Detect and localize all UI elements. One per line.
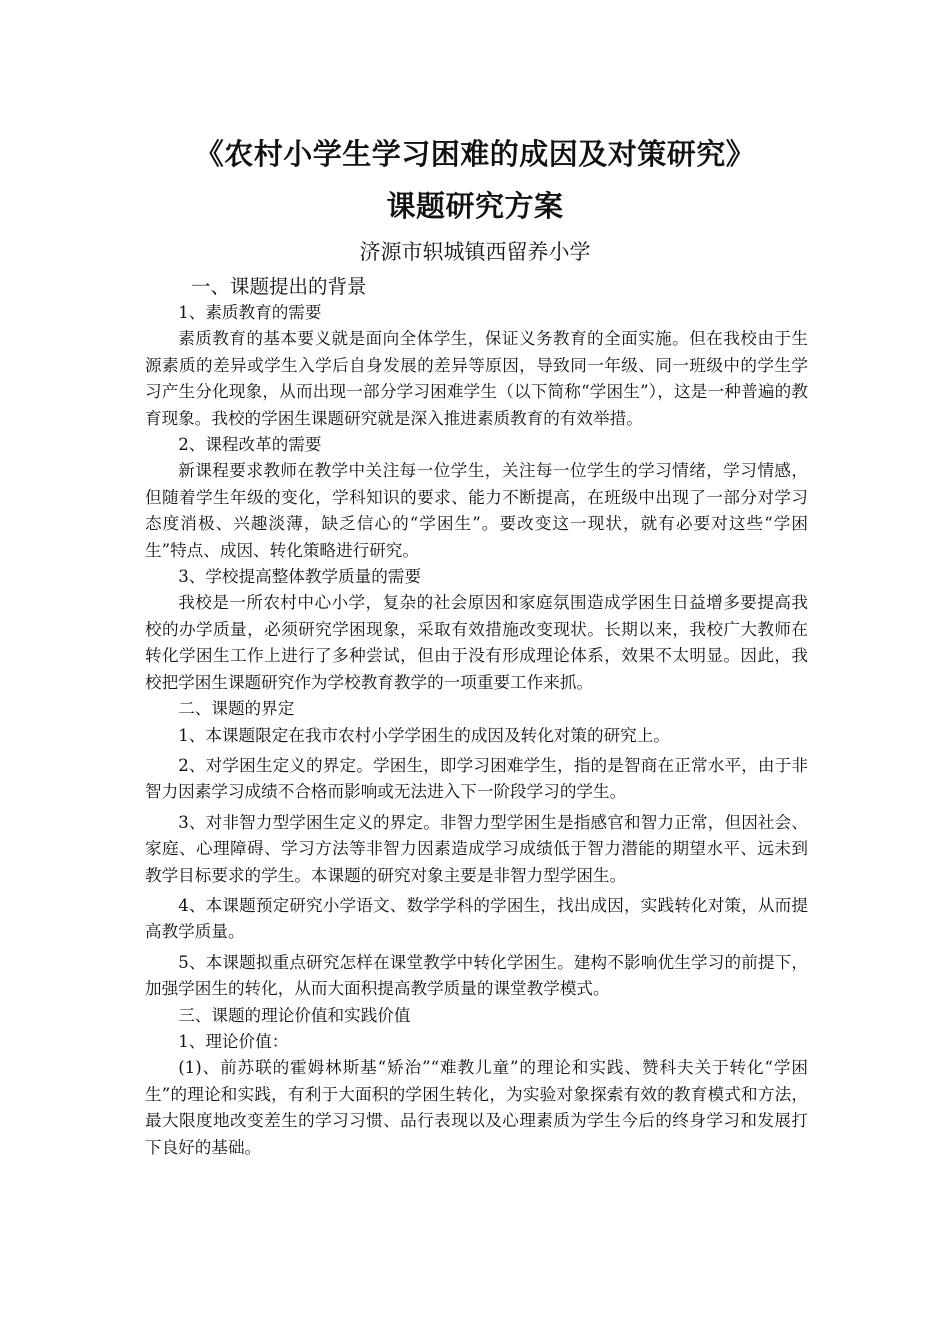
- definition-item-5: 5、本课题拟重点研究怎样在课堂教学中转化学困生。建构不影响优生学习的前提下，加强学困生的转化，从而大面积提高教学质量的课堂教学模式。: [145, 952, 808, 999]
- section-heading-background: 一、课题提出的背景: [191, 275, 367, 298]
- paragraph-curriculum-reform: 新课程要求教师在教学中关注每一位学生，关注每一位学生的学习情绪，学习情感，但随着学生年级的变化，学科知识的要求、能力不断提高，在班级中出现了一部分对学习态度消极、兴趣淡薄，缺乏信心的“学困生”。要改变这一现状，就有必要对这些“学困生”特点、成因、转化策略进行研究。: [145, 461, 808, 560]
- subheading-theoretical-value: 1、理论价值：: [178, 1031, 289, 1051]
- document-title: 《农村小学生学习困难的成因及对策研究》: [194, 137, 756, 171]
- definition-item-2: 2、对学困生定义的界定。学困生，即学习困难学生，指的是智商在正常水平，由于非智力因素学习成绩不合格而影响或无法进入下一阶段学习的学生。: [145, 755, 808, 802]
- section-heading-value: 三、课题的理论价值和实践价值: [178, 1005, 411, 1025]
- subheading-curriculum-reform: 2、课程改革的需要: [178, 435, 322, 455]
- document-body: [145, 274, 808, 1161]
- definition-item-1: 1、本课题限定在我市农村小学学困生的成因及转化对策的研究上。: [178, 725, 670, 745]
- definition-item-4: 4、本课题预定研究小学语文、数学学科的学困生，找出成因，实践转化对策，从而提高教学质量。: [145, 895, 808, 942]
- school-name: 济源市轵城镇西留养小学: [359, 240, 591, 264]
- paragraph-theoretical-value: (1)、前苏联的霍姆林斯基“矫治”“难教儿童”的理论和实践、赞科夫关于转化“学困生”的理论和实践，有利于大面积的学困生转化，为实验对象探索有效的教育模式和方法，最大限度地改变差生的学习习惯、品行表现以及心理素质为学生今后的终身学习和发展打下良好的基础。: [145, 1058, 808, 1157]
- paragraph-teaching-quality: 我校是一所农村中心小学，复杂的社会原因和家庭氛围造成学困生日益增多要提高我校的办学质量，必须研究学困现象，采取有效措施改变现状。长期以来，我校广大教师在转化学困生工作上进行了多种尝试，但由于没有形成理论体系，效果不太明显。因此，我校把学困生课题研究作为学校教育教学的一项重要工作来抓。: [145, 593, 808, 692]
- paragraph-quality-education: 素质教育的基本要义就是面向全体学生，保证义务教育的全面实施。但在我校由于生源素质的差异或学生入学后自身发展的差异等原因，导致同一年级、同一班级中的学生学习产生分化现象，从而出现一部分学习困难学生（以下简称“学困生”），这是一种普遍的教育现象。我校的学困生课题研究就是深入推进素质教育的有效举措。: [145, 329, 808, 428]
- subheading-quality-education: 1、素质教育的需要: [178, 303, 322, 322]
- section-heading-definition: 二、课题的界定: [178, 699, 295, 719]
- definition-item-3: 3、对非智力型学困生定义的界定。非智力型学困生是指感官和智力正常，但因社会、家庭、心理障碍、学习方法等非智力因素造成学习成绩低于智力潜能的期望水平、远未到教学目标要求的学生。本课题的研究对象主要是非智力型学困生。: [145, 812, 808, 885]
- document-subtitle: 课题研究方案: [386, 189, 564, 223]
- subheading-teaching-quality: 3、学校提高整体教学质量的需要: [178, 567, 422, 587]
